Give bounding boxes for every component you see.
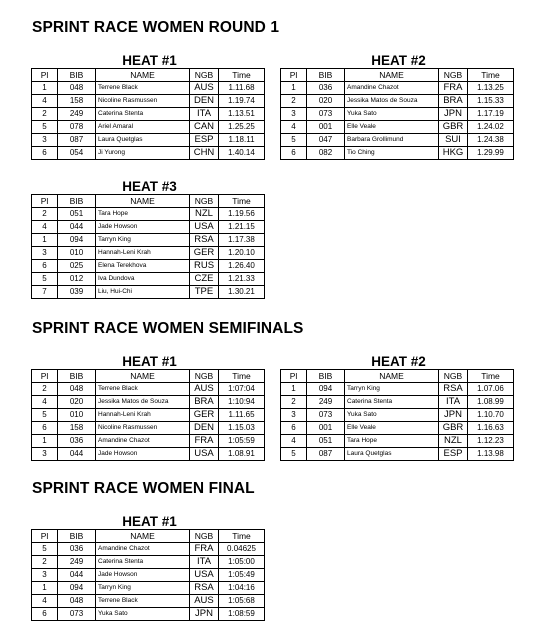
table-row bbox=[32, 121, 265, 134]
pl-header: Pl bbox=[32, 370, 58, 383]
athlete-name-cell: Elena Terekhova bbox=[96, 260, 190, 273]
ngb-cell: GBR bbox=[439, 422, 468, 435]
athlete-name-cell: Liu, Hui-Chi bbox=[96, 286, 190, 299]
athlete-name-cell: Tarryn King bbox=[96, 234, 190, 247]
athlete-name-cell: Elle Veale bbox=[345, 121, 439, 134]
ngb-cell: AUS bbox=[190, 383, 219, 396]
table-row bbox=[281, 435, 514, 448]
ngb-cell: RSA bbox=[190, 582, 219, 595]
athlete-name-cell: Yuka Sato bbox=[96, 608, 190, 621]
table-row bbox=[32, 409, 265, 422]
place-cell: 6 bbox=[281, 147, 307, 160]
bib-cell: 020 bbox=[58, 396, 96, 409]
athlete-name-cell: Tarryn King bbox=[345, 383, 439, 396]
ngb-cell: ITA bbox=[190, 108, 219, 121]
athlete-name-cell: Nicoline Rasmussen bbox=[96, 95, 190, 108]
table-row bbox=[32, 608, 265, 621]
time-cell: 1.19.56 bbox=[219, 208, 265, 221]
table-row bbox=[281, 82, 514, 95]
pl-header: Pl bbox=[281, 370, 307, 383]
place-cell: 4 bbox=[32, 396, 58, 409]
time-header: Time bbox=[219, 370, 265, 383]
time-cell: 1.18.11 bbox=[219, 134, 265, 147]
bib-header: BIB bbox=[58, 69, 96, 82]
heat-table-round1-heat2 bbox=[280, 53, 513, 160]
bib-cell: 094 bbox=[58, 582, 96, 595]
table-row bbox=[32, 108, 265, 121]
ngb-cell: RSA bbox=[439, 383, 468, 396]
time-cell: 1.25.25 bbox=[219, 121, 265, 134]
table-row bbox=[281, 147, 514, 160]
heat-title: HEAT #1 bbox=[122, 514, 177, 529]
ngb-header: NGB bbox=[190, 69, 219, 82]
table-row bbox=[281, 448, 514, 461]
place-cell: 5 bbox=[281, 448, 307, 461]
ngb-header: NGB bbox=[190, 530, 219, 543]
time-cell: 1.21.33 bbox=[219, 273, 265, 286]
place-cell: 2 bbox=[281, 396, 307, 409]
bib-cell: 010 bbox=[58, 247, 96, 260]
athlete-name-cell: Jessika Matos de Souza bbox=[345, 95, 439, 108]
place-cell: 3 bbox=[32, 569, 58, 582]
ngb-header: NGB bbox=[190, 370, 219, 383]
table-row bbox=[32, 82, 265, 95]
table-row bbox=[32, 273, 265, 286]
place-cell: 5 bbox=[281, 134, 307, 147]
pl-header: Pl bbox=[281, 69, 307, 82]
table-row bbox=[32, 260, 265, 273]
place-cell: 1 bbox=[32, 82, 58, 95]
place-cell: 3 bbox=[32, 247, 58, 260]
header-row bbox=[32, 69, 265, 82]
place-cell: 4 bbox=[281, 121, 307, 134]
time-cell: 1:05:59 bbox=[219, 435, 265, 448]
name-header: NAME bbox=[96, 69, 190, 82]
table-row bbox=[32, 286, 265, 299]
table-row bbox=[281, 383, 514, 396]
place-cell: 5 bbox=[32, 273, 58, 286]
ngb-cell: DEN bbox=[190, 422, 219, 435]
place-cell: 5 bbox=[32, 121, 58, 134]
pl-header: Pl bbox=[32, 69, 58, 82]
bib-header: BIB bbox=[307, 69, 345, 82]
bib-cell: 010 bbox=[58, 409, 96, 422]
athlete-name-cell: Tara Hope bbox=[345, 435, 439, 448]
ngb-cell: FRA bbox=[190, 435, 219, 448]
table-row bbox=[32, 582, 265, 595]
time-cell: 1:04:16 bbox=[219, 582, 265, 595]
ngb-cell: RUS bbox=[190, 260, 219, 273]
time-cell: 1:05:68 bbox=[219, 595, 265, 608]
ngb-cell: FRA bbox=[190, 543, 219, 556]
name-header: NAME bbox=[96, 370, 190, 383]
ngb-cell: USA bbox=[190, 569, 219, 582]
ngb-cell: USA bbox=[190, 448, 219, 461]
athlete-name-cell: Jessika Matos de Souza bbox=[96, 396, 190, 409]
time-cell: 1.13.98 bbox=[468, 448, 514, 461]
results-table bbox=[31, 194, 265, 299]
heat-table-round1-heat1 bbox=[31, 53, 264, 160]
heat-title: HEAT #1 bbox=[122, 354, 177, 369]
bib-cell: 012 bbox=[58, 273, 96, 286]
table-row bbox=[32, 147, 265, 160]
time-cell: 1.15.33 bbox=[468, 95, 514, 108]
place-cell: 2 bbox=[281, 95, 307, 108]
bib-cell: 051 bbox=[307, 435, 345, 448]
time-cell: 1:07:04 bbox=[219, 383, 265, 396]
place-cell: 6 bbox=[281, 422, 307, 435]
header-row bbox=[281, 370, 514, 383]
athlete-name-cell: Hannah-Leni Krah bbox=[96, 409, 190, 422]
ngb-cell: AUS bbox=[190, 595, 219, 608]
athlete-name-cell: Terrene Black bbox=[96, 595, 190, 608]
place-cell: 5 bbox=[32, 543, 58, 556]
athlete-name-cell: Yuka Sato bbox=[345, 108, 439, 121]
bib-cell: 044 bbox=[58, 569, 96, 582]
bib-cell: 087 bbox=[307, 448, 345, 461]
time-cell: 1.08.91 bbox=[219, 448, 265, 461]
heat-title: HEAT #3 bbox=[122, 179, 177, 194]
results-table bbox=[31, 529, 265, 621]
place-cell: 1 bbox=[32, 234, 58, 247]
table-row bbox=[32, 543, 265, 556]
athlete-name-cell: Jade Howson bbox=[96, 221, 190, 234]
table-row bbox=[32, 247, 265, 260]
ngb-cell: RSA bbox=[190, 234, 219, 247]
bib-cell: 054 bbox=[58, 147, 96, 160]
table-row bbox=[281, 422, 514, 435]
ngb-cell: USA bbox=[190, 221, 219, 234]
athlete-name-cell: Terrene Black bbox=[96, 383, 190, 396]
bib-cell: 094 bbox=[58, 234, 96, 247]
time-header: Time bbox=[219, 530, 265, 543]
table-row bbox=[281, 396, 514, 409]
table-row bbox=[32, 95, 265, 108]
bib-cell: 044 bbox=[58, 448, 96, 461]
ngb-header: NGB bbox=[439, 69, 468, 82]
ngb-cell: SUI bbox=[439, 134, 468, 147]
ngb-cell: CHN bbox=[190, 147, 219, 160]
name-header: NAME bbox=[345, 370, 439, 383]
ngb-cell: AUS bbox=[190, 82, 219, 95]
time-cell: 1.24.02 bbox=[468, 121, 514, 134]
time-cell: 1.11.68 bbox=[219, 82, 265, 95]
ngb-cell: GER bbox=[190, 247, 219, 260]
results-table bbox=[280, 68, 514, 160]
ngb-cell: CAN bbox=[190, 121, 219, 134]
athlete-name-cell: Terrene Black bbox=[96, 82, 190, 95]
athlete-name-cell: Barbara Grollimund bbox=[345, 134, 439, 147]
time-cell: 1:08:59 bbox=[219, 608, 265, 621]
bib-cell: 087 bbox=[58, 134, 96, 147]
place-cell: 4 bbox=[32, 95, 58, 108]
athlete-name-cell: Tio Ching bbox=[345, 147, 439, 160]
bib-cell: 025 bbox=[58, 260, 96, 273]
pl-header: Pl bbox=[32, 195, 58, 208]
table-row bbox=[281, 134, 514, 147]
header-row bbox=[32, 370, 265, 383]
bib-header: BIB bbox=[58, 195, 96, 208]
header-row bbox=[281, 69, 514, 82]
time-cell: 0.04625 bbox=[219, 543, 265, 556]
bib-cell: 078 bbox=[58, 121, 96, 134]
place-cell: 4 bbox=[281, 435, 307, 448]
table-row bbox=[32, 208, 265, 221]
place-cell: 4 bbox=[32, 221, 58, 234]
place-cell: 1 bbox=[32, 582, 58, 595]
athlete-name-cell: Ariel Amaral bbox=[96, 121, 190, 134]
athlete-name-cell: Elle Veale bbox=[345, 422, 439, 435]
table-row bbox=[32, 383, 265, 396]
table-row bbox=[281, 121, 514, 134]
athlete-name-cell: Amandine Chazot bbox=[345, 82, 439, 95]
bib-cell: 073 bbox=[307, 108, 345, 121]
time-header: Time bbox=[468, 370, 514, 383]
place-cell: 6 bbox=[32, 260, 58, 273]
time-cell: 1.10.70 bbox=[468, 409, 514, 422]
bib-cell: 094 bbox=[307, 383, 345, 396]
bib-cell: 047 bbox=[307, 134, 345, 147]
table-row bbox=[32, 234, 265, 247]
results-table bbox=[280, 369, 514, 461]
place-cell: 2 bbox=[32, 108, 58, 121]
ngb-cell: ITA bbox=[190, 556, 219, 569]
pl-header: Pl bbox=[32, 530, 58, 543]
ngb-cell: FRA bbox=[439, 82, 468, 95]
ngb-cell: DEN bbox=[190, 95, 219, 108]
athlete-name-cell: Amandine Chazot bbox=[96, 543, 190, 556]
time-cell: 1.11.65 bbox=[219, 409, 265, 422]
ngb-cell: ESP bbox=[190, 134, 219, 147]
ngb-cell: BRA bbox=[190, 396, 219, 409]
athlete-name-cell: Hannah-Leni Krah bbox=[96, 247, 190, 260]
place-cell: 3 bbox=[281, 108, 307, 121]
heat-title: HEAT #2 bbox=[371, 354, 426, 369]
time-cell: 1.15.03 bbox=[219, 422, 265, 435]
results-table bbox=[31, 68, 265, 160]
header-row bbox=[32, 195, 265, 208]
table-row bbox=[32, 448, 265, 461]
ngb-cell: NZL bbox=[439, 435, 468, 448]
bib-cell: 001 bbox=[307, 121, 345, 134]
ngb-cell: GBR bbox=[439, 121, 468, 134]
athlete-name-cell: Yuka Sato bbox=[345, 409, 439, 422]
place-cell: 1 bbox=[281, 383, 307, 396]
athlete-name-cell: Caterina Stenta bbox=[345, 396, 439, 409]
time-cell: 1.13.25 bbox=[468, 82, 514, 95]
time-header: Time bbox=[219, 69, 265, 82]
bib-cell: 036 bbox=[58, 543, 96, 556]
athlete-name-cell: Ji Yurong bbox=[96, 147, 190, 160]
place-cell: 4 bbox=[32, 595, 58, 608]
section-title-round-1: SPRINT RACE WOMEN ROUND 1 bbox=[32, 19, 280, 36]
bib-header: BIB bbox=[307, 370, 345, 383]
time-header: Time bbox=[219, 195, 265, 208]
ngb-header: NGB bbox=[439, 370, 468, 383]
table-row bbox=[32, 435, 265, 448]
place-cell: 6 bbox=[32, 608, 58, 621]
time-cell: 1.16.63 bbox=[468, 422, 514, 435]
bib-cell: 082 bbox=[307, 147, 345, 160]
table-row bbox=[281, 95, 514, 108]
name-header: NAME bbox=[345, 69, 439, 82]
ngb-cell: JPN bbox=[439, 409, 468, 422]
name-header: NAME bbox=[96, 530, 190, 543]
time-cell: 1.20.10 bbox=[219, 247, 265, 260]
time-cell: 1.30.21 bbox=[219, 286, 265, 299]
place-cell: 7 bbox=[32, 286, 58, 299]
bib-cell: 048 bbox=[58, 595, 96, 608]
time-cell: 1.40.14 bbox=[219, 147, 265, 160]
place-cell: 2 bbox=[32, 556, 58, 569]
table-row bbox=[281, 108, 514, 121]
bib-cell: 249 bbox=[58, 108, 96, 121]
table-row bbox=[32, 396, 265, 409]
time-cell: 1:10:94 bbox=[219, 396, 265, 409]
heat-title: HEAT #2 bbox=[371, 53, 426, 68]
bib-cell: 249 bbox=[307, 396, 345, 409]
table-row bbox=[32, 134, 265, 147]
ngb-cell: GER bbox=[190, 409, 219, 422]
heat-table-semi-heat1 bbox=[31, 354, 264, 461]
name-header: NAME bbox=[96, 195, 190, 208]
ngb-cell: ESP bbox=[439, 448, 468, 461]
ngb-cell: HKG bbox=[439, 147, 468, 160]
bib-header: BIB bbox=[58, 530, 96, 543]
place-cell: 2 bbox=[32, 383, 58, 396]
results-table bbox=[31, 369, 265, 461]
time-cell: 1:05:00 bbox=[219, 556, 265, 569]
time-cell: 1.08.99 bbox=[468, 396, 514, 409]
athlete-name-cell: Laura Quetglas bbox=[96, 134, 190, 147]
time-cell: 1.07.06 bbox=[468, 383, 514, 396]
bib-cell: 001 bbox=[307, 422, 345, 435]
place-cell: 1 bbox=[281, 82, 307, 95]
ngb-cell: ITA bbox=[439, 396, 468, 409]
table-row bbox=[281, 409, 514, 422]
section-title-semifinals: SPRINT RACE WOMEN SEMIFINALS bbox=[32, 320, 304, 337]
time-cell: 1.26.40 bbox=[219, 260, 265, 273]
bib-cell: 158 bbox=[58, 95, 96, 108]
ngb-cell: CZE bbox=[190, 273, 219, 286]
place-cell: 3 bbox=[32, 134, 58, 147]
bib-cell: 039 bbox=[58, 286, 96, 299]
bib-cell: 048 bbox=[58, 82, 96, 95]
ngb-cell: JPN bbox=[190, 608, 219, 621]
ngb-cell: JPN bbox=[439, 108, 468, 121]
athlete-name-cell: Tarryn King bbox=[96, 582, 190, 595]
bib-cell: 044 bbox=[58, 221, 96, 234]
table-row bbox=[32, 422, 265, 435]
header-row bbox=[32, 530, 265, 543]
place-cell: 5 bbox=[32, 409, 58, 422]
bib-cell: 036 bbox=[58, 435, 96, 448]
athlete-name-cell: Caterina Stenta bbox=[96, 556, 190, 569]
time-cell: 1.29.99 bbox=[468, 147, 514, 160]
bib-header: BIB bbox=[58, 370, 96, 383]
athlete-name-cell: Tara Hope bbox=[96, 208, 190, 221]
time-cell: 1.17.38 bbox=[219, 234, 265, 247]
athlete-name-cell: Jade Howson bbox=[96, 448, 190, 461]
heat-table-semi-heat2 bbox=[280, 354, 513, 461]
ngb-cell: NZL bbox=[190, 208, 219, 221]
place-cell: 6 bbox=[32, 147, 58, 160]
bib-cell: 158 bbox=[58, 422, 96, 435]
time-cell: 1:05:49 bbox=[219, 569, 265, 582]
athlete-name-cell: Laura Quetglas bbox=[345, 448, 439, 461]
table-row bbox=[32, 569, 265, 582]
time-cell: 1.13.51 bbox=[219, 108, 265, 121]
athlete-name-cell: Caterina Stenta bbox=[96, 108, 190, 121]
table-row bbox=[32, 556, 265, 569]
time-cell: 1.21.15 bbox=[219, 221, 265, 234]
bib-cell: 249 bbox=[58, 556, 96, 569]
place-cell: 1 bbox=[32, 435, 58, 448]
table-row bbox=[32, 595, 265, 608]
ngb-header: NGB bbox=[190, 195, 219, 208]
section-title-final: SPRINT RACE WOMEN FINAL bbox=[32, 480, 255, 497]
time-header: Time bbox=[468, 69, 514, 82]
time-cell: 1.17.19 bbox=[468, 108, 514, 121]
bib-cell: 020 bbox=[307, 95, 345, 108]
athlete-name-cell: Nicoline Rasmussen bbox=[96, 422, 190, 435]
time-cell: 1.12.23 bbox=[468, 435, 514, 448]
place-cell: 6 bbox=[32, 422, 58, 435]
athlete-name-cell: Amandine Chazot bbox=[96, 435, 190, 448]
time-cell: 1.24.38 bbox=[468, 134, 514, 147]
bib-cell: 036 bbox=[307, 82, 345, 95]
heat-title: HEAT #1 bbox=[122, 53, 177, 68]
place-cell: 3 bbox=[281, 409, 307, 422]
place-cell: 2 bbox=[32, 208, 58, 221]
ngb-cell: BRA bbox=[439, 95, 468, 108]
bib-cell: 073 bbox=[58, 608, 96, 621]
table-row bbox=[32, 221, 265, 234]
bib-cell: 048 bbox=[58, 383, 96, 396]
heat-table-final-heat1 bbox=[31, 514, 264, 621]
heat-table-round1-heat3 bbox=[31, 179, 264, 299]
ngb-cell: TPE bbox=[190, 286, 219, 299]
bib-cell: 073 bbox=[307, 409, 345, 422]
bib-cell: 051 bbox=[58, 208, 96, 221]
athlete-name-cell: Iva Dundova bbox=[96, 273, 190, 286]
place-cell: 3 bbox=[32, 448, 58, 461]
athlete-name-cell: Jade Howson bbox=[96, 569, 190, 582]
time-cell: 1.19.74 bbox=[219, 95, 265, 108]
